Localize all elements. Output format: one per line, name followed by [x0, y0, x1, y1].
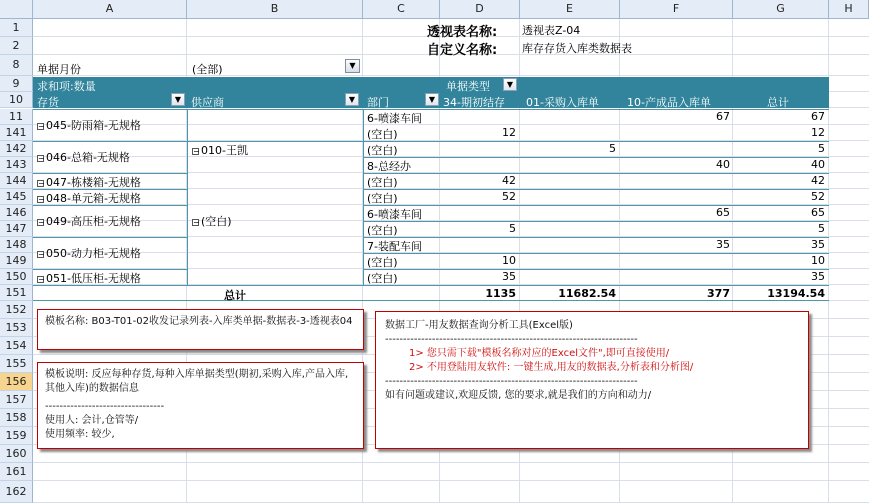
- dept-cell: 6-喷漆车间: [367, 208, 422, 221]
- product-cell: 40: [716, 158, 730, 171]
- grand-total-total: 13194.54: [767, 287, 825, 300]
- supplier-dropdown-icon[interactable]: ▼: [345, 93, 359, 106]
- dept-cell: 6-喷漆车间: [367, 112, 422, 125]
- total-cell: 52: [811, 190, 825, 203]
- tool-point-1: 1> 您只需下载"模板名称对应的Excel文件",即可直接使用/: [409, 348, 670, 359]
- tool-info-card: [375, 311, 809, 449]
- gridline: [33, 75, 869, 76]
- dept-cell: (空白): [367, 128, 398, 141]
- row-header-11[interactable]: 11: [0, 109, 33, 125]
- row-header-162[interactable]: 162: [0, 481, 33, 503]
- total-cell: 40: [811, 158, 825, 171]
- gridline: [33, 124, 869, 125]
- total-cell: 35: [811, 238, 825, 251]
- row-header-145[interactable]: 145: [0, 189, 33, 205]
- column-header-H[interactable]: H: [829, 0, 869, 19]
- template-users-text: 使用人: 会计,仓管等/: [45, 415, 139, 426]
- stock-item[interactable]: −051-低压柜-无规格: [38, 272, 141, 285]
- gridline: [33, 480, 869, 481]
- row-header-9[interactable]: 9: [0, 76, 33, 92]
- row-header-142[interactable]: 142: [0, 141, 33, 157]
- total-cell: 5: [818, 142, 825, 155]
- row-header-155[interactable]: 155: [0, 355, 33, 373]
- dept-cell: (空白): [367, 224, 398, 237]
- dept-cell: 8-总经办: [367, 160, 411, 173]
- collapse-icon[interactable]: −: [38, 178, 45, 188]
- collapse-icon[interactable]: −: [38, 274, 45, 284]
- dept-cell: (空白): [367, 256, 398, 269]
- dept-cell: (空白): [367, 192, 398, 205]
- stock-dropdown-icon[interactable]: ▼: [171, 93, 185, 106]
- tool-feedback-text: 如有问题或建议,欢迎反馈, 您的要求,就是我们的方向和动力/: [385, 390, 652, 401]
- row-header-153[interactable]: 153: [0, 319, 33, 337]
- sum-label: 求和项:数量: [37, 80, 96, 93]
- row-header-8[interactable]: 8: [0, 55, 33, 76]
- divider: ----------------------------------------------------------------------: [385, 334, 638, 345]
- row-header-150[interactable]: 150: [0, 269, 33, 285]
- grand-total-product: 377: [707, 287, 730, 300]
- row-header-10[interactable]: 10: [0, 92, 33, 108]
- row-header-141[interactable]: 141: [0, 125, 33, 141]
- divider: ----------------------------------------------------------------------: [385, 376, 638, 387]
- collapse-icon[interactable]: −: [38, 217, 45, 227]
- stock-item[interactable]: −048-单元箱-无规格: [38, 192, 141, 205]
- column-header-A[interactable]: A: [33, 0, 187, 19]
- column-header-C[interactable]: C: [363, 0, 440, 19]
- tool-title-text: 数据工厂-用友数据查询分析工具(Excel版): [385, 320, 573, 331]
- grand-total-opening: 1135: [485, 287, 516, 300]
- total-cell: 5: [818, 222, 825, 235]
- row-header-151[interactable]: 151: [0, 285, 33, 301]
- template-desc-text: 模板说明: 反应每种存货,每种入库单据类型(期初,采购入库,产品入库,其他入库)的数据信息: [45, 369, 349, 394]
- tool-point-2: 2> 不用登陆用友软件: 一键生成,用友的数据表,分析表和分析图/: [409, 362, 694, 373]
- col-purchase-header: 01-采购入库单: [526, 96, 599, 109]
- supplier-header: 供应商: [191, 96, 224, 109]
- row-header-154[interactable]: 154: [0, 337, 33, 355]
- total-cell: 12: [811, 126, 825, 139]
- template-name-text: 模板名称: B03-T01-02收发记录列表-入库类单据-数据表-3-透视表04: [45, 316, 353, 327]
- opening-cell: 42: [502, 174, 516, 187]
- custom-name-value: 库存存货入库类数据表: [522, 42, 632, 55]
- total-cell: 67: [811, 110, 825, 123]
- custom-name-label: 自定义名称:: [427, 43, 498, 58]
- dept-dropdown-icon[interactable]: ▼: [425, 93, 439, 106]
- dept-cell: (空白): [367, 272, 398, 285]
- row-header-2[interactable]: 2: [0, 37, 33, 55]
- grand-total-purchase: 11682.54: [558, 287, 616, 300]
- row-header-146[interactable]: 146: [0, 205, 33, 221]
- collapse-icon[interactable]: −: [38, 153, 45, 163]
- dept-cell: (空白): [367, 176, 398, 189]
- row-header-143[interactable]: 143: [0, 157, 33, 173]
- supplier-item[interactable]: −(空白): [193, 215, 232, 228]
- dept-cell: (空白): [367, 144, 398, 157]
- opening-cell: 12: [502, 126, 516, 139]
- grand-total-label: 总计: [224, 289, 246, 302]
- col-opening-header: 34-期初结存: [443, 96, 505, 109]
- stock-item[interactable]: −045-防雨箱-无规格: [38, 119, 141, 132]
- collapse-icon[interactable]: −: [193, 217, 200, 227]
- column-header-G[interactable]: G: [733, 0, 829, 19]
- stock-header: 存货: [37, 96, 59, 109]
- opening-cell: 35: [502, 270, 516, 283]
- total-cell: 10: [811, 254, 825, 267]
- stock-item[interactable]: −050-动力柜-无规格: [38, 247, 141, 260]
- collapse-icon[interactable]: −: [38, 121, 45, 131]
- total-cell: 35: [811, 270, 825, 283]
- product-cell: 67: [716, 110, 730, 123]
- template-freq-text: 使用频率: 较少,: [45, 429, 115, 440]
- row-header-144[interactable]: 144: [0, 173, 33, 189]
- divider: ---------------------------------: [45, 401, 165, 412]
- filter-label: 单据月份: [37, 63, 81, 76]
- column-header-B[interactable]: B: [187, 0, 363, 19]
- row-header-161[interactable]: 161: [0, 463, 33, 481]
- pivot-name-label: 透视表名称:: [427, 25, 498, 40]
- column-header-E[interactable]: E: [520, 0, 620, 19]
- doc-type-dropdown-icon[interactable]: ▼: [503, 78, 517, 91]
- row-header-160[interactable]: 160: [0, 445, 33, 463]
- stock-item[interactable]: −047-栋楼箱-无规格: [38, 176, 141, 189]
- select-all-corner[interactable]: [0, 0, 33, 19]
- filter-dropdown-icon[interactable]: ▼: [345, 59, 360, 73]
- row-header-157[interactable]: 157: [0, 391, 33, 409]
- column-header-F[interactable]: F: [620, 0, 733, 19]
- product-cell: 65: [716, 206, 730, 219]
- purchase-cell: 5: [609, 142, 616, 155]
- row-header-156[interactable]: 156: [0, 373, 33, 391]
- row-header-158[interactable]: 158: [0, 409, 33, 427]
- opening-cell: 10: [502, 254, 516, 267]
- filter-value: (全部): [192, 63, 223, 76]
- stock-item[interactable]: −049-高压柜-无规格: [38, 215, 141, 228]
- template-name-card: [37, 309, 364, 350]
- col-product-header: 10-产成品入库单: [627, 96, 711, 109]
- dept-header: 部门: [367, 96, 389, 109]
- column-header-D[interactable]: D: [440, 0, 520, 19]
- template-desc-card: [37, 362, 364, 449]
- total-cell: 65: [811, 206, 825, 219]
- opening-cell: 52: [502, 190, 516, 203]
- collapse-icon[interactable]: −: [193, 146, 200, 156]
- row-header-147[interactable]: 147: [0, 221, 33, 237]
- row-header-159[interactable]: 159: [0, 427, 33, 445]
- dept-cell: 7-装配车间: [367, 240, 422, 253]
- opening-cell: 5: [509, 222, 516, 235]
- collapse-icon[interactable]: −: [38, 249, 45, 259]
- row-header-1[interactable]: 1: [0, 19, 33, 37]
- pivot-name-value: 透视表Z-04: [522, 24, 581, 37]
- doc-type-label: 单据类型: [446, 80, 490, 93]
- stock-item[interactable]: −046-总箱-无规格: [38, 151, 130, 164]
- row-header-148[interactable]: 148: [0, 237, 33, 253]
- col-total-header: 总计: [767, 96, 789, 109]
- collapse-icon[interactable]: −: [38, 194, 45, 204]
- supplier-item[interactable]: −010-王凯: [193, 144, 248, 157]
- gridline: [33, 462, 869, 463]
- product-cell: 35: [716, 238, 730, 251]
- row-header-149[interactable]: 149: [0, 253, 33, 269]
- row-header-152[interactable]: 152: [0, 301, 33, 319]
- total-cell: 42: [811, 174, 825, 187]
